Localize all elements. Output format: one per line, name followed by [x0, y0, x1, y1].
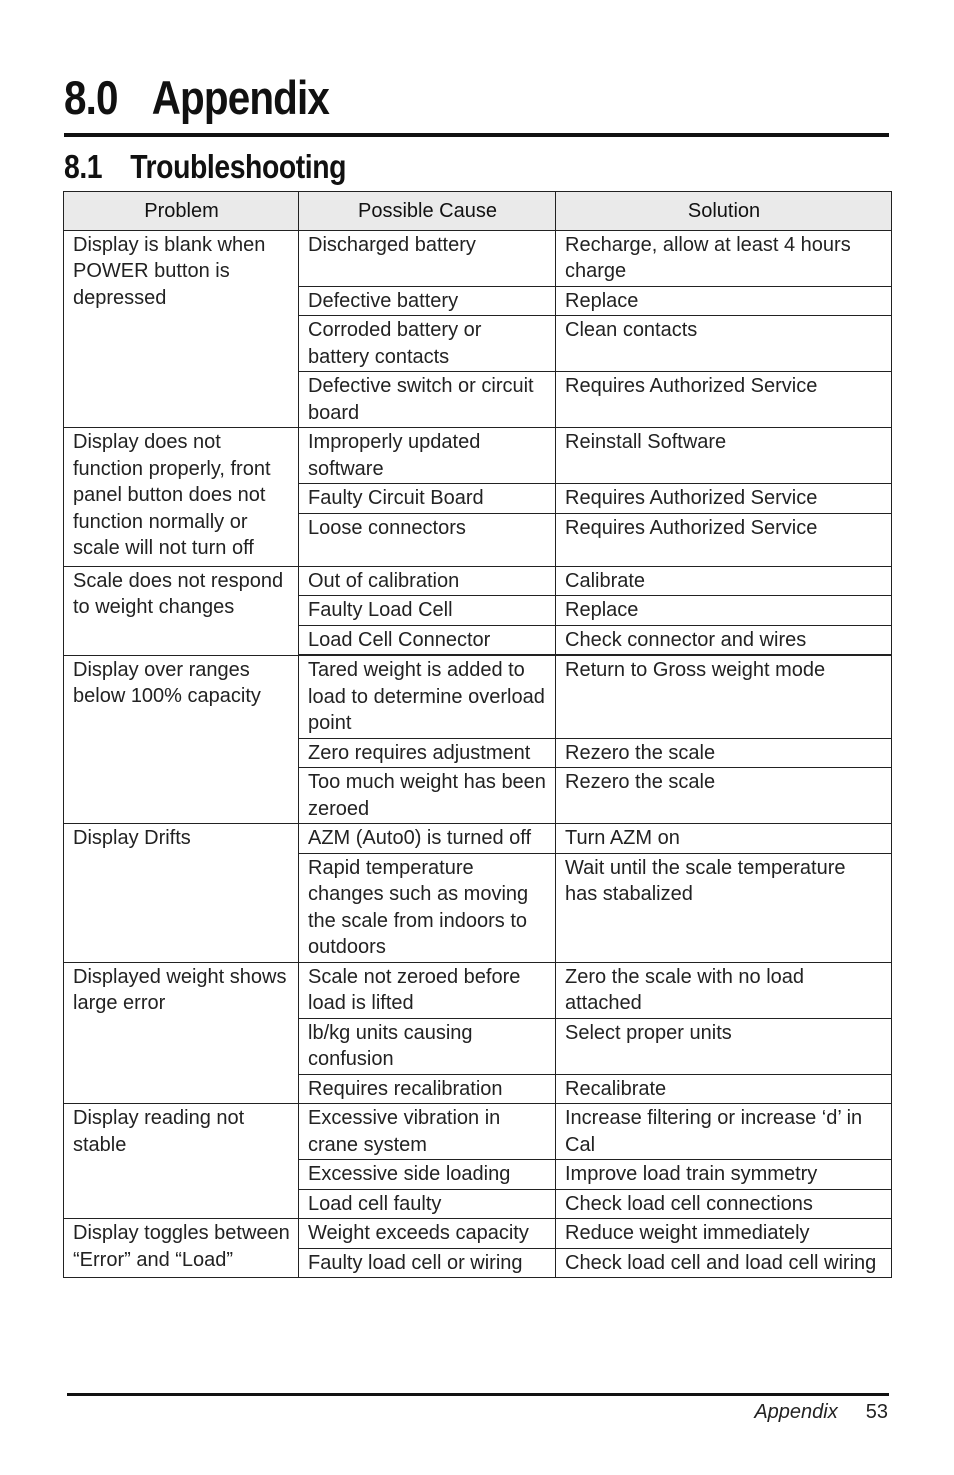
problem-cell: Display reading not stable	[64, 1104, 299, 1219]
footer-section: Appendix	[754, 1401, 838, 1423]
solution-cell: Rezero the scale	[556, 738, 892, 768]
solution-cell: Wait until the scale temperature has stabalized	[556, 853, 892, 962]
cause-cell: Excessive vibration in crane system	[299, 1104, 556, 1160]
table-row	[64, 566, 892, 596]
cause-cell: Faulty Circuit Board	[299, 484, 556, 514]
section-number: 8.1	[64, 148, 103, 185]
page-number: 53	[865, 1401, 888, 1423]
cause-cell: Load cell faulty	[299, 1189, 556, 1219]
page-footer	[754, 1398, 888, 1426]
cause-cell: Tared weight is added to load to determine overload point	[299, 655, 556, 738]
cause-cell: Out of calibration	[299, 566, 556, 596]
cause-cell: Faulty load cell or wiring	[299, 1248, 556, 1278]
solution-cell: Improve load train symmetry	[556, 1160, 892, 1190]
solution-cell: Requires Authorized Service	[556, 484, 892, 514]
cause-cell: Excessive side loading	[299, 1160, 556, 1190]
header-solution: Solution	[556, 192, 892, 231]
chapter-heading	[64, 68, 329, 128]
solution-cell: Select proper units	[556, 1018, 892, 1074]
cause-cell: Requires recalibration	[299, 1074, 556, 1104]
chapter-title: Appendix	[151, 71, 329, 124]
solution-cell: Turn AZM on	[556, 824, 892, 854]
solution-cell: Requires Authorized Service	[556, 372, 892, 428]
heading-rule	[64, 133, 889, 137]
cause-cell: Too much weight has been zeroed	[299, 768, 556, 824]
cause-cell: Defective switch or circuit board	[299, 372, 556, 428]
cause-cell: Zero requires adjustment	[299, 738, 556, 768]
solution-cell: Zero the scale with no load attached	[556, 962, 892, 1018]
problem-cell: Display is blank when POWER button is depressed	[64, 230, 299, 428]
table-row	[64, 655, 892, 738]
table-row	[64, 1104, 892, 1160]
header-possible-cause: Possible Cause	[299, 192, 556, 231]
cause-cell: Weight exceeds capacity	[299, 1219, 556, 1249]
solution-cell: Increase filtering or increase ‘d’ in Cal	[556, 1104, 892, 1160]
solution-cell: Recalibrate	[556, 1074, 892, 1104]
table-row	[64, 428, 892, 484]
solution-cell: Check load cell connections	[556, 1189, 892, 1219]
solution-cell: Return to Gross weight mode	[556, 655, 892, 738]
solution-cell: Requires Authorized Service	[556, 513, 892, 566]
problem-cell: Display Drifts	[64, 824, 299, 963]
cause-cell: lb/kg units causing confusion	[299, 1018, 556, 1074]
table-row	[64, 230, 892, 286]
cause-cell: Discharged battery	[299, 230, 556, 286]
cause-cell: Load Cell Connector	[299, 625, 556, 655]
section-title: Troubleshooting	[130, 148, 347, 185]
solution-cell: Reinstall Software	[556, 428, 892, 484]
cause-cell: Faulty Load Cell	[299, 596, 556, 626]
solution-cell: Recharge, allow at least 4 hours charge	[556, 230, 892, 286]
problem-cell: Display toggles between “Error” and “Load”	[64, 1219, 299, 1278]
footer-rule	[67, 1393, 889, 1396]
table-row	[64, 962, 892, 1018]
header-problem: Problem	[64, 192, 299, 231]
solution-cell: Check connector and wires	[556, 625, 892, 655]
table-row	[64, 1219, 892, 1249]
solution-cell: Calibrate	[556, 566, 892, 596]
cause-cell: Improperly updated software	[299, 428, 556, 484]
solution-cell: Replace	[556, 596, 892, 626]
problem-cell: Display does not function properly, front panel button does not function normally or scale will not turn off	[64, 428, 299, 567]
solution-cell: Check load cell and load cell wiring	[556, 1248, 892, 1278]
cause-cell: Rapid temperature changes such as moving the scale from indoors to outdoors	[299, 853, 556, 962]
troubleshooting-table	[63, 191, 892, 1278]
solution-cell: Replace	[556, 286, 892, 316]
cause-cell: AZM (Auto0) is turned off	[299, 824, 556, 854]
cause-cell: Scale not zeroed before load is lifted	[299, 962, 556, 1018]
section-heading	[64, 147, 346, 187]
cause-cell: Defective battery	[299, 286, 556, 316]
table-header-row	[64, 192, 892, 231]
problem-cell: Display over ranges below 100% capacity	[64, 655, 299, 824]
cause-cell: Loose connectors	[299, 513, 556, 566]
solution-cell: Rezero the scale	[556, 768, 892, 824]
table-row	[64, 824, 892, 854]
problem-cell: Displayed weight shows large error	[64, 962, 299, 1104]
cause-cell: Corroded battery or battery contacts	[299, 316, 556, 372]
problem-cell: Scale does not respond to weight changes	[64, 566, 299, 655]
solution-cell: Reduce weight immediately	[556, 1219, 892, 1249]
solution-cell: Clean contacts	[556, 316, 892, 372]
chapter-number: 8.0	[64, 71, 118, 124]
